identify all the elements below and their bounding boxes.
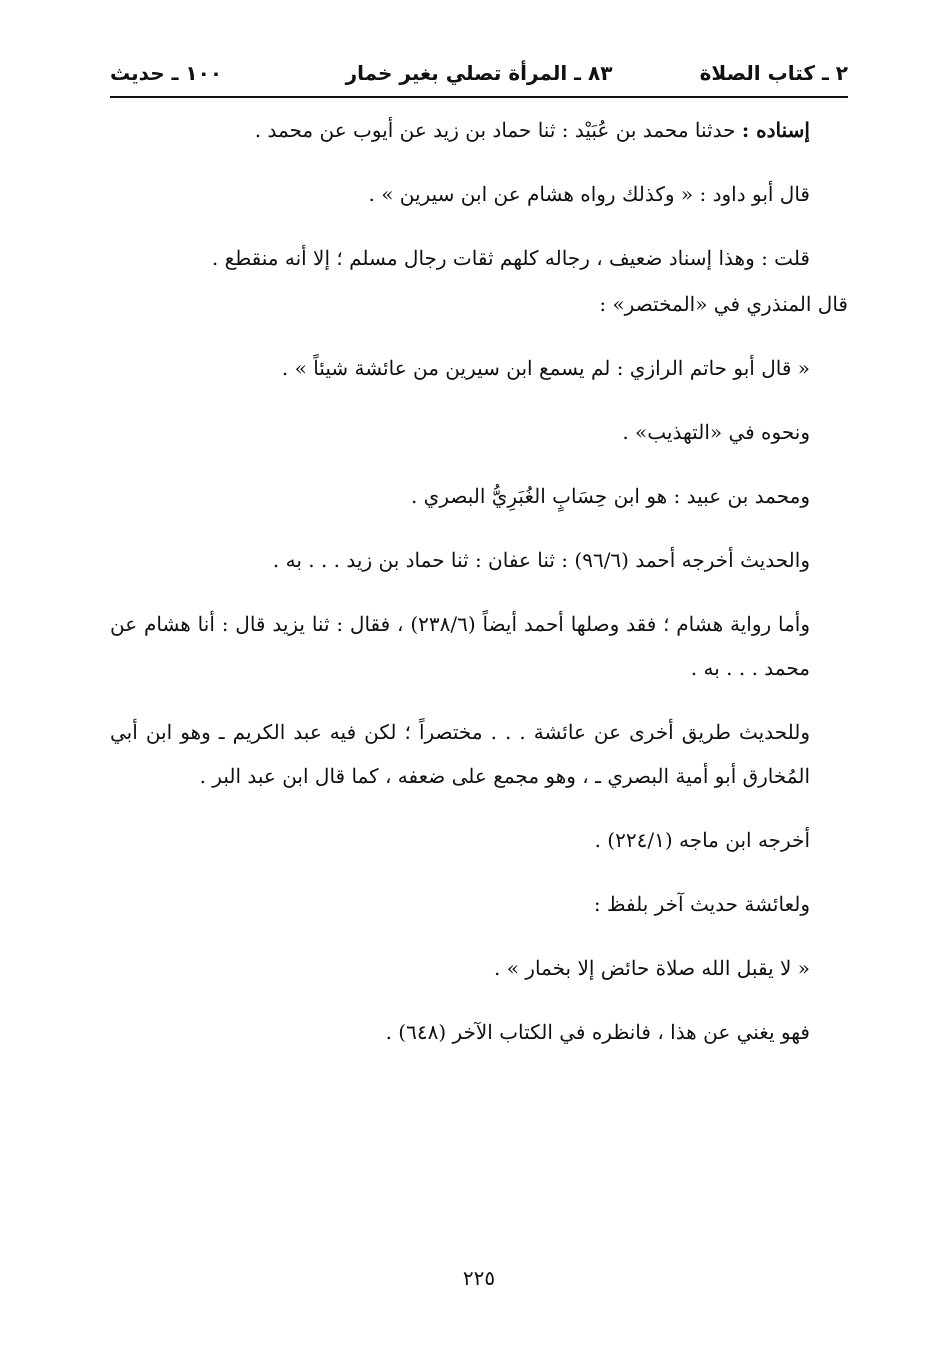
header-divider xyxy=(110,96,848,98)
quoted-paragraph: « قال أبو حاتم الرازي : لم يسمع ابن سيرين من عائشة شيئاً » . xyxy=(281,356,810,380)
paragraph: أخرجه ابن ماجه (٢٢٤/١) . xyxy=(594,828,810,852)
paragraph-text: حدثنا محمد بن عُبَيْد : ثنا حماد بن زيد عن أيوب عن محمد . xyxy=(254,118,742,142)
quoted-hadith: « لا يقبل الله صلاة حائض إلا بخمار » . xyxy=(494,956,810,980)
header-chapter-title: ٨٣ ـ المرأة تصلي بغير خمار xyxy=(345,61,613,85)
paragraph: ونحوه في «التهذيب» . xyxy=(622,420,810,444)
header-hadith-number: ١٠٠ ـ حديث xyxy=(110,61,223,85)
paragraph: وللحديث طريق أخرى عن عائشة . . . مختصراً ؛ لكن فيه عبد الكريم ـ وهو ابن أبي المُخارق أبو أمية البصري ـ ، وهو مجمع على ضعفه ، كما قال ابن عبد البر . xyxy=(110,720,810,788)
main-text xyxy=(110,108,848,1054)
paragraph: والحديث أخرجه أحمد (٩٦/٦) : ثنا عفان : ثنا حماد بن زيد . . . به . xyxy=(272,548,810,572)
paragraph: فهو يغني عن هذا ، فانظره في الكتاب الآخر (٦٤٨) . xyxy=(385,1020,810,1044)
page-number: ٢٢٥ xyxy=(462,1266,496,1290)
paragraph-isnad xyxy=(110,108,848,152)
paragraph: وأما رواية هشام ؛ فقد وصلها أحمد أيضاً (٢٣٨/٦) ، فقال : ثنا يزيد قال : أنا هشام عن محمد . . . به . xyxy=(110,612,811,680)
header-book-title: ٢ ـ كتاب الصلاة xyxy=(699,61,848,85)
paragraph: ومحمد بن عبيد : هو ابن حِسَابٍ الغُبَرِيُّ البصري . xyxy=(410,484,810,508)
paragraph-lead: إسناده : xyxy=(741,118,810,142)
paragraph: قلت : وهذا إسناد ضعيف ، رجاله كلهم ثقات رجال مسلم ؛ إلا أنه منقطع . xyxy=(211,246,810,270)
book-page xyxy=(110,0,848,1371)
running-header xyxy=(110,55,848,95)
paragraph: قال المنذري في «المختصر» : xyxy=(599,292,848,316)
paragraph: ولعائشة حديث آخر بلفظ : xyxy=(593,892,810,916)
paragraph: قال أبو داود : « وكذلك رواه هشام عن ابن سيرين » . xyxy=(368,182,810,206)
